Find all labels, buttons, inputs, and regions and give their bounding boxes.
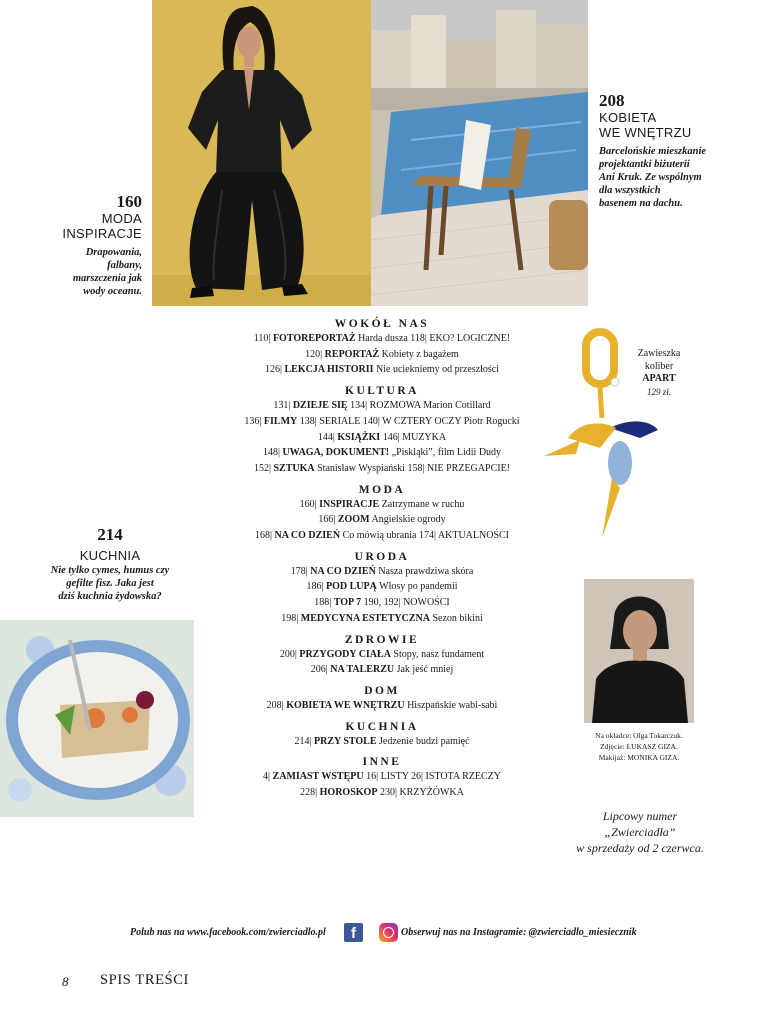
- fashion-photo: [152, 0, 371, 306]
- feature-section: KOBIETA: [599, 110, 657, 125]
- toc-entry[interactable]: 228| HOROSKOP 230| KRZYŻÓWKA: [300, 787, 464, 799]
- rooftop-pool-photo: [371, 0, 588, 306]
- toc-entry[interactable]: 120| REPORTAŻ Kobiety z bagażem: [305, 348, 459, 360]
- facebook-text[interactable]: Polub nas na www.facebook.com/zwierciadlo.pl: [130, 927, 326, 938]
- toc-entry[interactable]: 188| TOP 7 190, 192| NOWOŚCI: [314, 597, 450, 609]
- toc-entry[interactable]: 208| KOBIETA WE WNĘTRZU Hiszpańskie wabi-sabi: [266, 699, 498, 711]
- instagram-icon[interactable]: [379, 923, 398, 942]
- section-title: SPIS TREŚCI: [100, 972, 189, 988]
- feature-fashion: [40, 193, 142, 298]
- toc-entry[interactable]: 198| MEDYCYNA ESTETYCZNA Sezon bikini: [281, 612, 483, 624]
- toc-entry[interactable]: 166| ZOOM Angielskie ogrody: [318, 514, 446, 526]
- feature-description: Drapowania, falbany, marszczenia jak wody oceanu.: [72, 247, 142, 297]
- feature-section: MODA: [101, 211, 142, 226]
- toc-entry[interactable]: 214| PRZY STOLE Jedzenie budzi pamięć: [294, 735, 470, 747]
- facebook-icon[interactable]: f: [344, 923, 363, 942]
- toc-section-heading: ZDROWIE: [344, 633, 420, 646]
- toc-section-heading: KULTURA: [345, 385, 419, 398]
- toc-entry[interactable]: 148| UWAGA, DOKUMENT! „Piskląki”, film Lidii Dudy: [262, 447, 502, 459]
- toc-entry[interactable]: 206| NA TALERZU Jak jeść mniej: [310, 664, 454, 676]
- feature-page-number: 208: [599, 91, 625, 110]
- feature-section: KUCHNIA: [79, 548, 141, 563]
- toc-entry[interactable]: 110| FOTOREPORTAŻ Harda dusza 118| EKO? LOGICZNE!: [253, 333, 511, 344]
- toc-entry[interactable]: 144| KSIĄŻKI 146| MUZYKA: [317, 431, 447, 443]
- toc-entry[interactable]: 186| POD LUPĄ Włosy po pandemii: [306, 581, 458, 593]
- toc-entry[interactable]: 178| NA CO DZIEŃ Nasza prawdziwa skóra: [290, 565, 474, 577]
- page-number: 8: [62, 974, 69, 989]
- toc-entry[interactable]: 152| SZTUKA Stanisław Wyspiański 158| NIE PRZEGAPCIE!: [253, 462, 511, 474]
- feature-section: WE WNĘTRZU: [599, 125, 692, 140]
- toc-entry[interactable]: 168| NA CO DZIEŃ Co mówią ubrania 174| AKTUALNOŚCI: [254, 530, 510, 542]
- toc-section-heading: INNE: [362, 756, 402, 769]
- jewish-cuisine-photo: [0, 620, 194, 817]
- toc-section-heading: MODA: [358, 483, 406, 496]
- table-of-contents: [196, 318, 568, 801]
- toc-entry[interactable]: 4| ZAMIAST WSTĘPU 16| LISTY 26| ISTOTA RZECZY: [263, 771, 501, 783]
- feature-kitchen: [30, 526, 190, 603]
- instagram-text[interactable]: Obserwuj nas na Instagramie: @zwierciadlo_miesiecznik: [401, 927, 637, 938]
- toc-section-heading: URODA: [354, 550, 410, 563]
- cover-portrait-photo: [584, 579, 694, 723]
- cover-credits: Na okładce: Olga Tokarczuk. Zdjęcie: ŁUKASZ GIZA. Makijaż: MONIKA GIZA.: [595, 731, 683, 762]
- feature-description: Nie tylko cymes, humus czy gefilte fisz. Jaka jest dziś kuchnia żydowska?: [50, 565, 170, 602]
- feature-page-number: 214: [97, 525, 123, 544]
- toc-entry[interactable]: 131| DZIEJE SIĘ 134| ROZMOWA Marion Cotillard: [273, 400, 491, 412]
- toc-section-heading: WOKÓŁ NAS: [334, 318, 430, 330]
- toc-entry[interactable]: 136| FILMY 138| SERIALE 140| W CZTERY OCZY Piotr Rogucki: [244, 415, 520, 427]
- toc-section-heading: DOM: [364, 684, 400, 697]
- jewel-caption: Zawieszka koliber APART 129 zł.: [637, 348, 681, 397]
- feature-page-number: 160: [116, 192, 142, 211]
- issue-note: Lipcowy numer „Zwierciadła” w sprzedaży od 2 czerwca.: [576, 809, 704, 855]
- toc-entry[interactable]: 200| PRZYGODY CIAŁA Stopy, nasz fundament: [279, 648, 485, 660]
- toc-section-heading: KUCHNIA: [345, 720, 419, 733]
- feature-interior: [599, 92, 774, 210]
- toc-entry[interactable]: 126| LEKCJA HISTORII Nie uciekniemy od przeszłości: [264, 364, 500, 376]
- toc-entry[interactable]: 160| INSPIRACJE Zatrzymane w ruchu: [299, 498, 465, 510]
- feature-section: INSPIRACJE: [62, 226, 142, 241]
- feature-description: Barcelońskie mieszkanie projektantki biżuterii Ani Kruk. Ze wspólnym dla wszystkich basenem na dachu.: [599, 146, 707, 209]
